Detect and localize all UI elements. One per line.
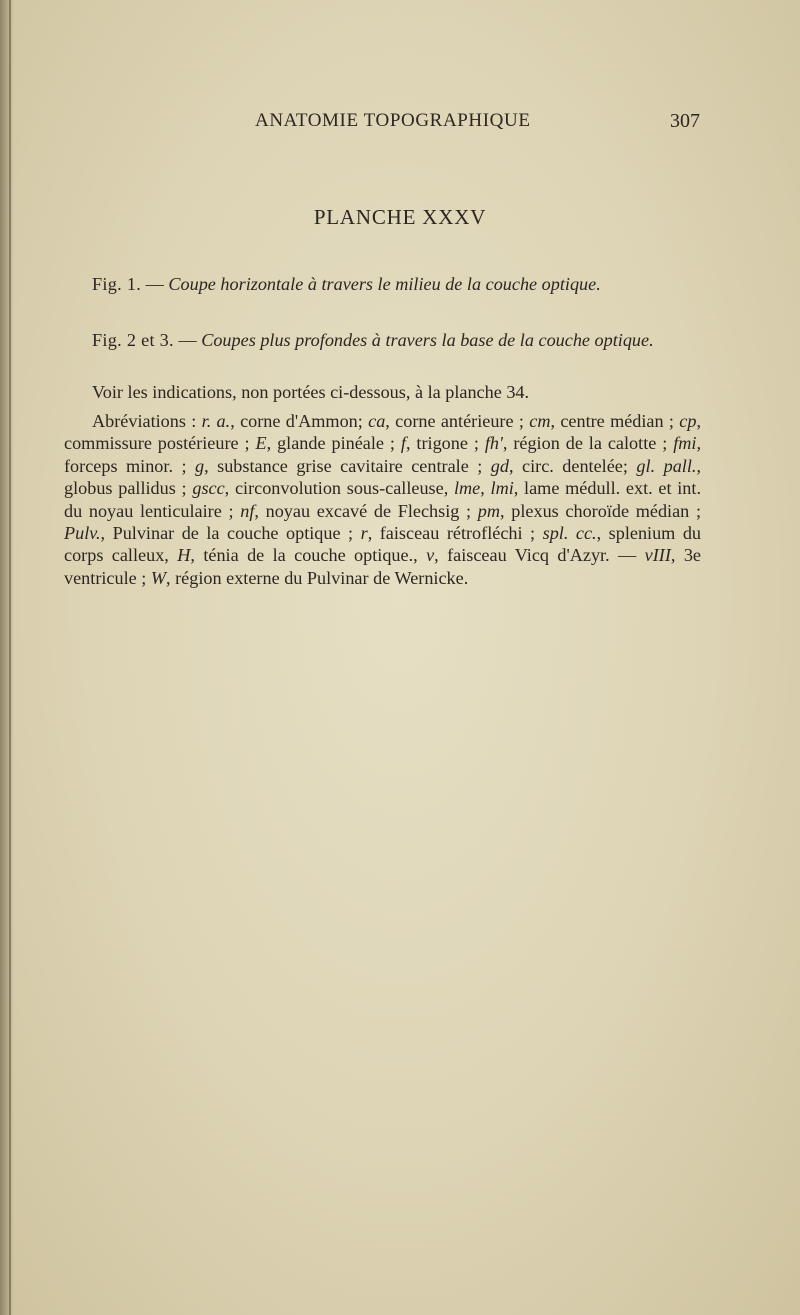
binding-line [9,0,11,1315]
abbreviation-definition: , forceps minor. ; [64,433,701,476]
abbreviation-definition: , région de la calotte ; [502,433,674,454]
abbreviation-term: vIII [644,545,671,566]
abbreviation-definition: , [480,478,491,499]
figure-2-3-text: Coupes plus profondes à travers la base de la couche optique. [201,330,654,350]
abbreviation-term: gd [490,455,509,476]
abbreviation-term: ca [368,411,386,431]
abbreviation-term: g [195,455,205,476]
abbreviation-definition: , ténia de la couche optique., [190,545,427,566]
abbreviation-term: spl. cc. [542,523,597,544]
abbreviation-definition: , corne d'Ammon; [230,411,369,431]
abbreviation-term: fh' [484,433,503,454]
note-text: Voir les indications, non portées ci-dessous, à la planche 34. [92,382,530,402]
abbreviation-definition: , lame médull. ext. et int. du noyau lenticulaire ; [64,478,702,521]
abbreviation-definition: , centre médian ; [550,411,680,431]
abbreviations-paragraph [64,410,701,589]
figure-1-paragraph [64,273,701,295]
abbreviation-definition: , noyau excavé de Flechsig ; [254,500,478,521]
figure-1-dash: — [141,274,169,294]
abbreviation-term: cm [529,411,551,431]
abbreviation-term: r [360,523,368,544]
abbreviation-definition: , trigone ; [405,433,485,454]
abbreviation-term: lmi [490,478,514,499]
abbreviation-term: W [150,567,167,588]
abbreviation-definition: , faisceau Vicq d'Azyr. — [434,545,645,566]
abbreviation-definition: , faisceau rétrofléchi ; [367,523,543,544]
abbreviation-term: fmi [673,433,697,454]
figure-1-caption [64,273,701,295]
abbreviation-definition: , Pulvinar de la couche optique ; [100,523,361,544]
abbreviation-definition: Abréviations : [92,411,202,431]
page-header [255,110,700,140]
abbreviation-definition: , plexus choroïde médian ; [500,500,702,521]
abbreviation-definition: , région externe du Pulvinar de Wernicke. [166,567,469,588]
abbreviation-term: Pulv. [64,523,101,544]
abbreviation-term: nf [240,500,255,521]
abbreviation-term: H [177,545,191,566]
abbreviation-term: f [400,433,406,454]
abbreviation-term: r. a. [201,411,231,431]
abbreviation-term: pm [477,500,501,521]
abbreviation-term: lme [453,478,481,499]
note-paragraph [64,381,701,403]
abbreviation-definition: , corne antérieure ; [385,411,530,431]
abbreviation-term: gl. pall. [636,455,697,476]
figure-2-3-label: Fig. 2 et 3. [92,330,174,350]
abbreviation-definition: , splenium du corps calleux, [64,523,702,566]
abbreviation-definition: , substance grise cavitaire centrale ; [204,455,491,476]
figure-2-3-caption [64,329,701,351]
figure-2-3-paragraph [64,329,701,351]
abbreviation-term: gscc [192,478,225,499]
abbreviation-definition: , 3e ventricule ; [64,545,701,588]
figure-1-label: Fig. 1. [92,274,142,294]
page-left-edge [0,0,14,1315]
abbreviation-term: cp [679,411,697,431]
figure-1-text: Coupe horizontale à travers le milieu de la couche optique. [168,274,601,294]
abbreviation-term: v [426,545,435,566]
page-number: 307 [670,110,700,132]
plate-title: PLANCHE XXXV [313,205,487,229]
abbreviation-definition: , circonvolution sous-calleuse, [224,478,454,499]
running-head: ANATOMIE TOPOGRAPHIQUE [255,110,531,131]
abbreviation-definition: , circ. dentelée; [508,455,637,476]
abbreviation-term: E [255,433,267,454]
abbreviations-text [64,410,701,589]
figure-2-3-dash: — [173,330,202,350]
abbreviation-definition: , glande pinéale ; [266,433,401,454]
abbreviation-definition: , globus pallidus ; [64,455,701,499]
abbreviation-definition: , commissure postérieure ; [64,411,701,454]
